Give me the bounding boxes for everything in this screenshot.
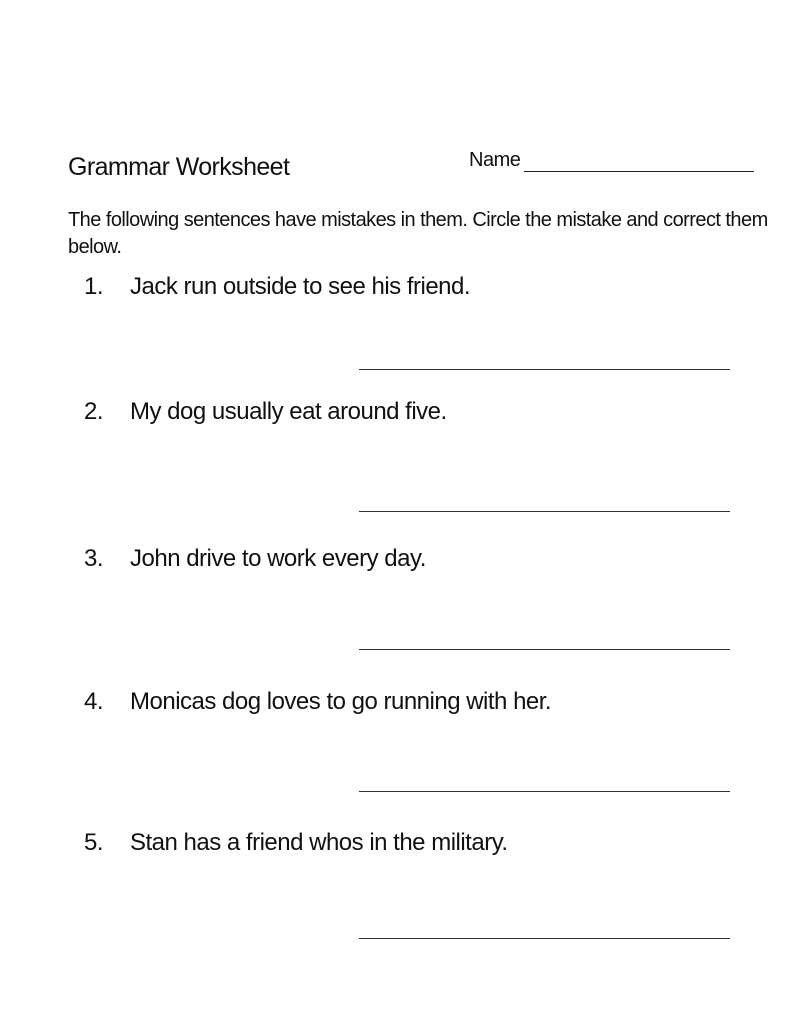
instructions: The following sentences have mistakes in them. Circle the mistake and correct them below. [68, 209, 768, 258]
question-number: 5. [84, 829, 104, 856]
answer-line-3[interactable] [359, 649, 730, 650]
question-3 [84, 545, 426, 573]
question-number: 2. [84, 398, 104, 425]
name-field [469, 149, 754, 172]
question-2 [84, 398, 447, 426]
question-sentence: Monicas dog loves to go running with her. [130, 688, 552, 715]
answer-line-2[interactable] [359, 511, 730, 512]
question-5 [84, 829, 508, 857]
question-sentence: Jack run outside to see his friend. [130, 273, 471, 300]
name-label: Name [469, 149, 521, 171]
answer-line-5[interactable] [359, 938, 730, 939]
answer-line-1[interactable] [359, 369, 730, 370]
question-1 [84, 273, 470, 301]
question-number: 4. [84, 688, 104, 715]
name-blank-line[interactable] [524, 149, 754, 172]
question-4 [84, 688, 551, 716]
worksheet-title: Grammar Worksheet [68, 153, 290, 181]
answer-line-4[interactable] [359, 791, 730, 792]
question-sentence: My dog usually eat around five. [130, 398, 447, 425]
question-sentence: John drive to work every day. [130, 545, 426, 572]
question-number: 3. [84, 545, 104, 572]
question-sentence: Stan has a friend whos in the military. [130, 829, 508, 856]
question-number: 1. [84, 273, 104, 300]
